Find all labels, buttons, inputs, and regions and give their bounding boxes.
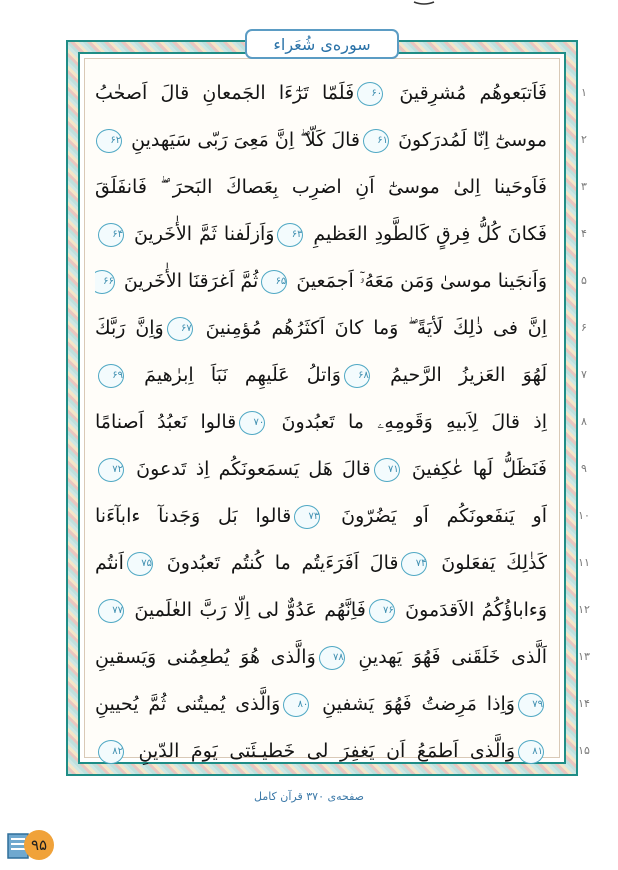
top-ornament-icon bbox=[412, 0, 436, 6]
line-number: ۱۳ bbox=[578, 650, 590, 663]
ayah-marker: ۷۲ bbox=[98, 458, 124, 482]
ayah-marker: ۸۲ bbox=[98, 740, 124, 764]
ayah-marker: ۶۵ bbox=[261, 270, 287, 294]
ayah-marker: ۶۲ bbox=[96, 129, 122, 153]
verse-line bbox=[95, 732, 547, 770]
verse-line bbox=[95, 121, 547, 159]
line-number: ۱ bbox=[581, 86, 587, 99]
line-number: ۷ bbox=[581, 368, 587, 381]
ayah-marker: ۶۷ bbox=[167, 317, 193, 341]
ayah-marker: ۶۰ bbox=[357, 82, 383, 106]
verse-line bbox=[95, 356, 547, 394]
verse-text: وَءاباؤُكُمُ الاَقدَمونَ bbox=[397, 599, 547, 621]
line-number: ۸ bbox=[581, 415, 587, 428]
verse-line bbox=[95, 215, 547, 253]
ayah-marker: ۶۸ bbox=[344, 364, 370, 388]
verse-text: وَاتلُ عَلَيهِم نَبَاَ اِبرٰهيمَ bbox=[127, 364, 341, 386]
verse-text: اَنتُم bbox=[95, 552, 124, 574]
ayah-marker: ۷۰ bbox=[239, 411, 265, 435]
line-number: ۱۴ bbox=[578, 697, 590, 710]
verse-text: وَالَّذى يُميتُنى ثُمَّ يُحيينِ bbox=[95, 693, 281, 715]
verse-line bbox=[95, 685, 547, 723]
verse-text: كَذٰلِكَ يَفعَلونَ bbox=[430, 552, 547, 574]
verse-text: فَاَتبَعوهُم مُشرِقينَ bbox=[386, 82, 547, 104]
ayah-marker: ۷۶ bbox=[369, 599, 395, 623]
ayah-marker: ۷۵ bbox=[127, 552, 153, 576]
verse-line bbox=[95, 497, 547, 535]
verse-text: وَالَّذى هُوَ يُطعِمُنى وَيَسقينِ bbox=[95, 646, 316, 668]
verse-line bbox=[95, 638, 547, 676]
line-number: ۲ bbox=[581, 133, 587, 146]
line-number: ۴ bbox=[581, 227, 587, 240]
verse-text: فَاِنَّهُم عَدُوٌّ لى اِلّا رَبَّ العٰلَمينَ bbox=[127, 599, 366, 621]
line-number: ۶ bbox=[581, 321, 587, 334]
ayah-marker: ۷۷ bbox=[98, 599, 124, 623]
verse-line bbox=[95, 591, 547, 629]
ayah-marker: ۸۰ bbox=[283, 693, 309, 717]
verse-text: قالَ اَفَرَءَيتُم ما كُنتُم تَعبُدونَ bbox=[155, 552, 399, 574]
ayah-marker: ۷۸ bbox=[319, 646, 345, 670]
line-number: ۱۲ bbox=[578, 603, 590, 616]
page-footer: صفحه‌ی ۳۷۰ قرآن کامل bbox=[253, 790, 365, 803]
verse-line bbox=[95, 403, 547, 441]
verse-text: فَكانَ كُلُّ فِرقٍ كَالطَّودِ العَظيمِ bbox=[306, 223, 547, 245]
ayah-marker: ۷۳ bbox=[294, 505, 320, 529]
verse-text: وَالَّذى اَطمَعُ اَن يَغفِرَ لى خَطيـئَتى يَومَ الدّينِ bbox=[127, 740, 515, 762]
line-number: ۳ bbox=[581, 180, 587, 193]
ayah-marker: ۷۱ bbox=[374, 458, 400, 482]
verse-text: فَاَوحَينا اِلىٰ موسىٰٓ اَنِ اضرِب بِعَصاكَ البَحرَ ۖ فَانفَلَقَ bbox=[95, 176, 547, 198]
verse-text: وَاِنَّ رَبَّكَ bbox=[95, 317, 164, 339]
ayah-marker: ۶۱ bbox=[363, 129, 389, 153]
ayah-marker: ۶۹ bbox=[98, 364, 124, 388]
verse-line bbox=[95, 309, 547, 347]
verse-text: وَاَزلَفنا ثَمَّ الأٰخَرينَ bbox=[127, 223, 275, 245]
verse-text: فَنَظَلُّ لَها عٰكِفينَ bbox=[402, 458, 547, 480]
verse-line bbox=[95, 168, 547, 206]
verse-text: موسىٰٓ اِنّا لَمُدرَكونَ bbox=[392, 129, 547, 151]
verse-text: قالوا نَعبُدُ اَصنامًا bbox=[95, 411, 237, 433]
verse-text: قالَ هَل يَسمَعونَكُم اِذ تَدعونَ bbox=[127, 458, 371, 480]
verse-text: اِنَّ فى ذٰلِكَ لَأيَةً ۖ وَما كانَ اَكثَرُهُم مُؤمِنينَ bbox=[195, 317, 547, 339]
ayah-marker: ۶۶ bbox=[95, 270, 115, 294]
verse-text: فَلَمّا تَرٰٓءَا الجَمعانِ قالَ اَصحٰبُ bbox=[95, 82, 355, 104]
verse-line bbox=[95, 74, 547, 112]
ayah-marker: ۷۴ bbox=[401, 552, 427, 576]
verse-text: قالوا بَل وَجَدنآ ءابآءَنا bbox=[95, 505, 292, 527]
ayah-marker: ۸۱ bbox=[518, 740, 544, 764]
ayah-marker: ۶۴ bbox=[98, 223, 124, 247]
verse-line bbox=[95, 262, 547, 300]
line-number: ۱۵ bbox=[578, 744, 590, 757]
surah-title: سوره‌ی شُعَراء bbox=[273, 34, 371, 54]
verse-text: قالَ كَلّا ۖ اِنَّ مَعِىَ رَبّى سَيَهدينِ bbox=[125, 129, 361, 151]
verse-line bbox=[95, 450, 547, 488]
line-number: ۱۱ bbox=[578, 556, 590, 569]
verse-text: لَهُوَ العَزيزُ الرَّحيمُ bbox=[372, 364, 547, 386]
page-number-badge: ۹۵ bbox=[24, 830, 54, 860]
verse-line bbox=[95, 544, 547, 582]
verse-text: ثُمَّ اَغرَقنَا الأٰخَرينَ bbox=[117, 270, 259, 292]
verse-text: اِذ قالَ لِاَبيهِ وَقَومِهِۦ ما تَعبُدونَ bbox=[268, 411, 547, 433]
verse-text: وَاَنجَينا موسىٰ وَمَن مَعَهُۥٓ اَجمَعينَ bbox=[290, 270, 547, 292]
verse-text: وَاِذا مَرِضتُ فَهُوَ يَشفينِ bbox=[312, 693, 515, 715]
line-number: ۹ bbox=[581, 462, 587, 475]
verse-text: اَو يَنفَعونَكُم اَو يَضُرّونَ bbox=[323, 505, 547, 527]
line-number: ۱۰ bbox=[578, 509, 590, 522]
ayah-marker: ۷۹ bbox=[518, 693, 544, 717]
verse-text: اَلَّذى خَلَقَنى فَهُوَ يَهدينِ bbox=[347, 646, 547, 668]
ayah-marker: ۶۳ bbox=[277, 223, 303, 247]
line-number: ۵ bbox=[581, 274, 587, 287]
surah-title-box bbox=[245, 29, 399, 59]
